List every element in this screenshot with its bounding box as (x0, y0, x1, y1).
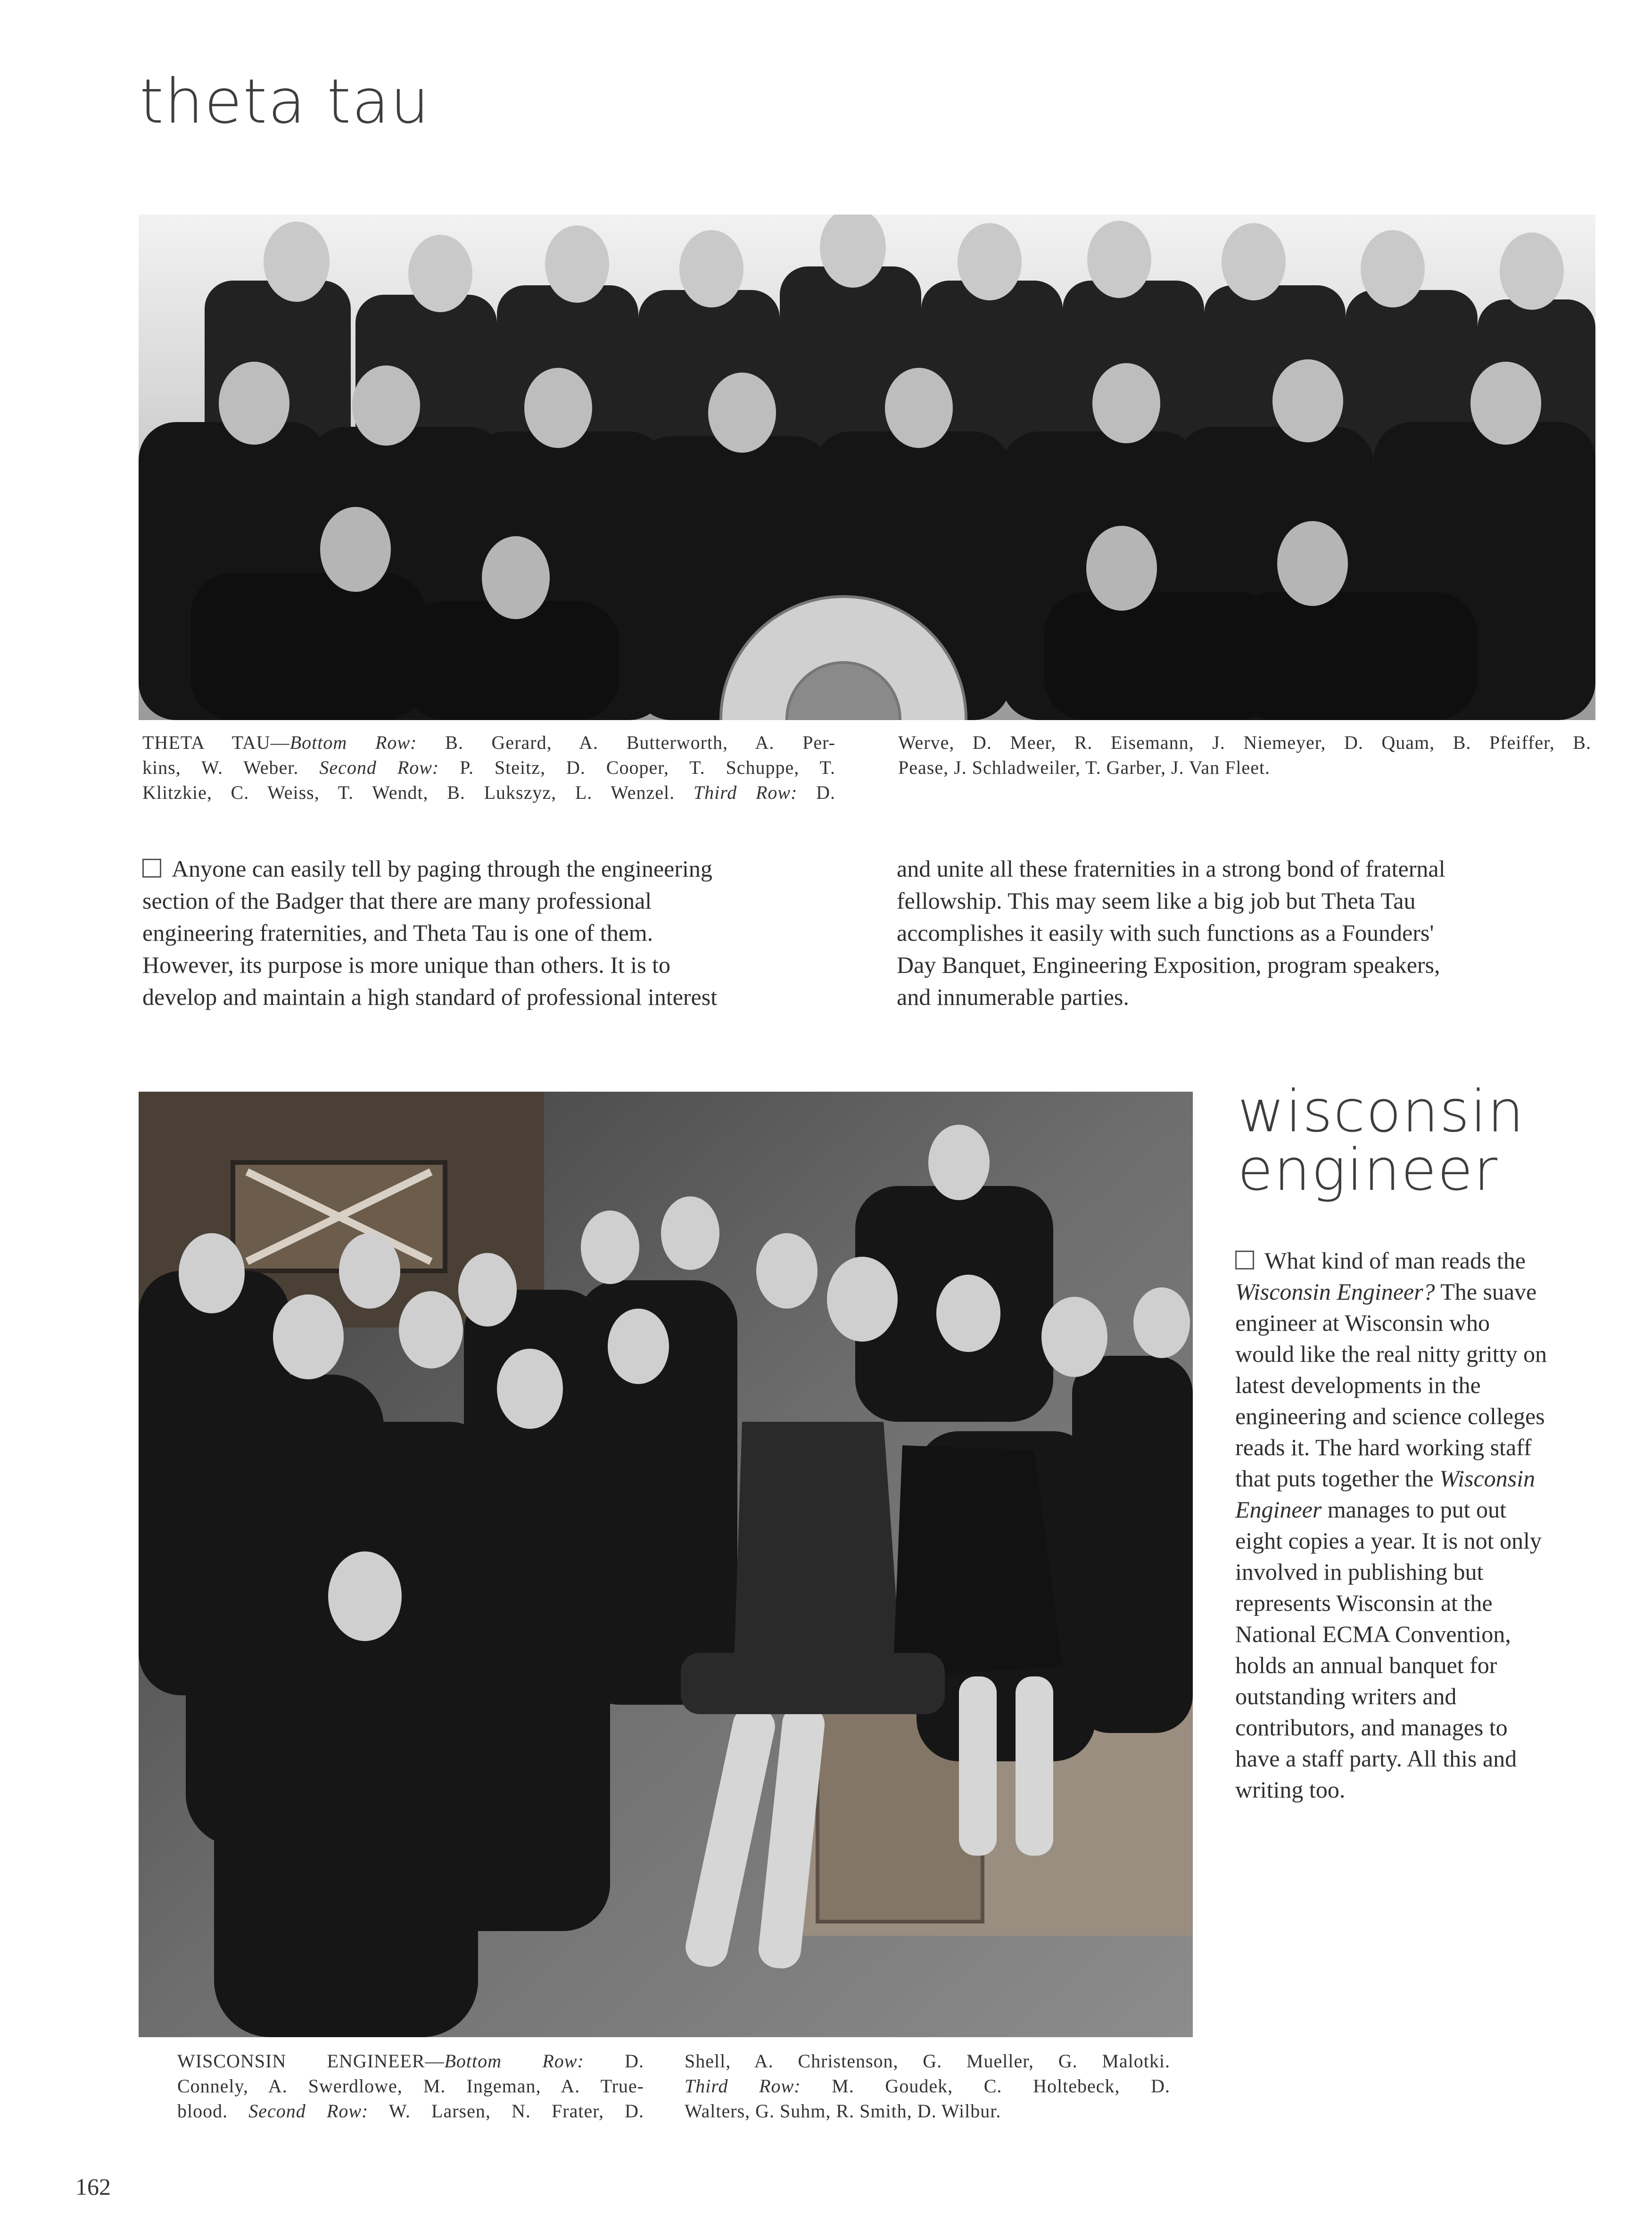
body-line: would like the real nitty gritty on (1235, 1341, 1547, 1367)
body-line: fellowship. This may seem like a big job but Theta Tau (897, 887, 1416, 914)
body-line: holds an annual banquet for (1235, 1652, 1497, 1678)
body-line: section of the Badger that there are many professional (142, 887, 652, 914)
wisconsin-engineer-group-photo (139, 1092, 1193, 2037)
caption-line (142, 755, 835, 780)
body-line-text: Anyone can easily tell by paging through the engineering (172, 855, 712, 882)
theta-tau-body-right (897, 853, 1580, 1013)
body-line: accomplishes it easily with such functions as a Founders' (897, 920, 1434, 946)
body-italic-segment: Wisconsin Engineer? (1235, 1278, 1435, 1305)
body-line: and innumerable parties. (897, 984, 1129, 1010)
body-line: engineering and science colleges (1235, 1403, 1545, 1429)
body-segment: What kind of man reads the (1264, 1247, 1526, 1274)
wisconsin-engineer-body (1235, 1245, 1598, 1805)
caption-segment: M. Goudek, C. Holtebeck, D. (801, 2075, 1171, 2097)
body-line: latest developments in the (1235, 1372, 1481, 1398)
caption-line (177, 2098, 644, 2123)
body-line: writing too. (1235, 1776, 1346, 1803)
theta-tau-title: theta tau (140, 66, 430, 137)
body-line: represents Wisconsin at the (1235, 1590, 1493, 1616)
caption-line (177, 2048, 644, 2073)
caption-line (142, 780, 835, 805)
body-line: However, its purpose is more unique than others. It is to (142, 952, 671, 978)
caption-line: Werve, D. Meer, R. Eisemann, J. Niemeyer, D. Quam, B. Pfeiffer, B. (898, 732, 1591, 753)
body-line (1235, 1276, 1598, 1307)
caption-italic-segment: Second Row: (319, 757, 439, 778)
caption-line (142, 730, 835, 755)
body-italic-segment: Wisconsin (1439, 1465, 1536, 1492)
theta-tau-body-left (142, 853, 826, 1013)
caption-segment: WISCONSIN ENGINEER— (177, 2050, 445, 2072)
body-line (142, 853, 826, 885)
body-line (1235, 1245, 1598, 1276)
body-line: eight copies a year. It is not only (1235, 1527, 1542, 1554)
wisconsin-engineer-caption-left (177, 2048, 644, 2123)
body-segment: The suave (1435, 1278, 1537, 1305)
body-line: National ECMA Convention, (1235, 1621, 1511, 1647)
caption-line: Connely, A. Swerdlowe, M. Ingeman, A. True- (177, 2075, 644, 2097)
body-line: engineer at Wisconsin who (1235, 1310, 1490, 1336)
body-line: outstanding writers and (1235, 1683, 1457, 1709)
body-line: Day Banquet, Engineering Exposition, program speakers, (897, 952, 1440, 978)
theta-tau-caption-right (898, 730, 1591, 780)
title-line: wisconsin (1238, 1078, 1525, 1145)
caption-line (685, 2073, 1170, 2098)
caption-italic-segment: Third Row: (685, 2075, 801, 2097)
caption-segment: D. (584, 2050, 644, 2072)
caption-line: Shell, A. Christenson, G. Mueller, G. Malotki. (685, 2050, 1170, 2072)
caption-segment: B. Gerard, A. Butterworth, A. Per- (417, 732, 836, 753)
theta-tau-caption-left (142, 730, 835, 805)
caption-italic-segment: Third Row: (693, 782, 798, 803)
caption-italic-segment: Bottom Row: (444, 2050, 584, 2072)
title-line: engineer (1238, 1136, 1499, 1204)
body-line: and unite all these fraternities in a strong bond of fraternal (897, 855, 1446, 882)
body-segment: manages to put out (1322, 1496, 1506, 1523)
caption-line: Walters, G. Suhm, R. Smith, D. Wilbur. (685, 2100, 1001, 2122)
caption-segment: kins, W. Weber. (142, 757, 320, 778)
caption-segment: P. Steitz, D. Cooper, T. Schuppe, T. (439, 757, 835, 778)
wisconsin-engineer-caption-right (685, 2048, 1170, 2123)
caption-segment: D. (797, 782, 836, 803)
body-line: contributors, and manages to (1235, 1714, 1508, 1741)
theta-tau-group-photo (139, 215, 1595, 720)
caption-segment: THETA TAU— (142, 732, 290, 753)
caption-segment: W. Larsen, N. Frater, D. (368, 2100, 644, 2122)
caption-italic-segment: Bottom Row: (289, 732, 417, 753)
checkbox-bullet-icon (142, 859, 161, 878)
caption-segment: blood. (177, 2100, 249, 2122)
checkbox-bullet-icon (1235, 1251, 1254, 1269)
body-italic-segment: Engineer (1235, 1496, 1322, 1523)
body-line: have a staff party. All this and (1235, 1745, 1517, 1772)
body-line (1235, 1494, 1598, 1525)
wisconsin-engineer-title (1238, 1078, 1525, 1204)
caption-line: Pease, J. Schladweiler, T. Garber, J. Van Fleet. (898, 757, 1271, 778)
body-line: involved in publishing but (1235, 1559, 1484, 1585)
page-number: 162 (75, 2173, 111, 2200)
caption-italic-segment: Second Row: (248, 2100, 369, 2122)
body-line: engineering fraternities, and Theta Tau is one of them. (142, 920, 653, 946)
body-segment: that puts together the (1235, 1465, 1440, 1492)
body-line (1235, 1463, 1598, 1494)
body-line: develop and maintain a high standard of professional interest (142, 984, 718, 1010)
caption-segment: Klitzkie, C. Weiss, T. Wendt, B. Lukszyz, L. Wenzel. (142, 782, 694, 803)
body-line: reads it. The hard working staff (1235, 1434, 1532, 1460)
